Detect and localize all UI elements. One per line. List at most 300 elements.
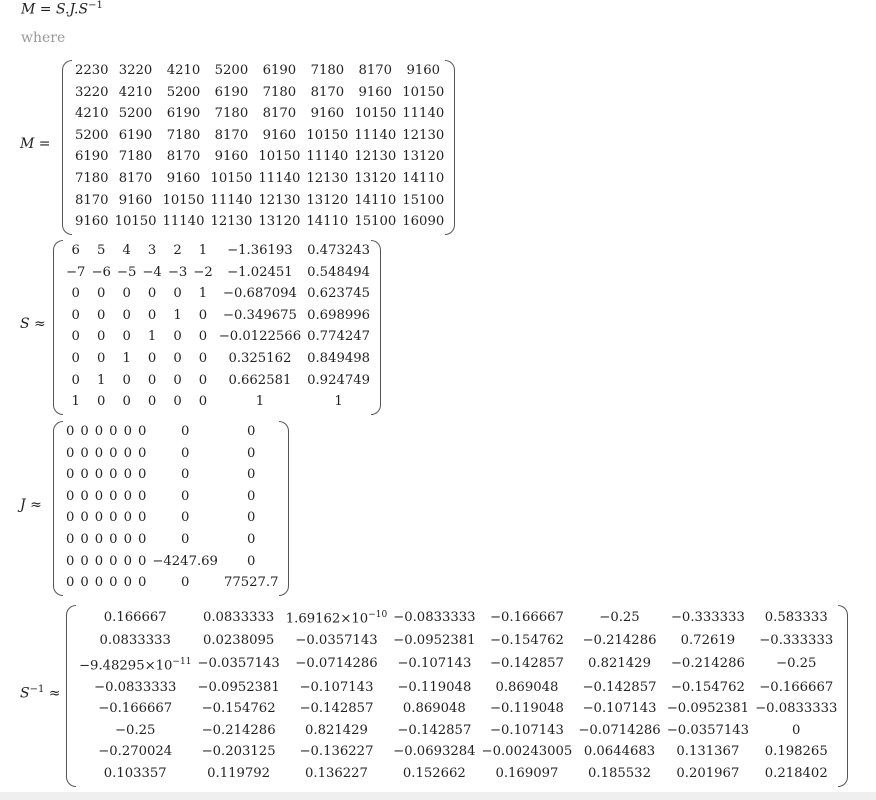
relation-symbol: ≈ [29, 315, 46, 332]
matrix-cell: 7180 [214, 106, 249, 122]
matrix-row [72, 103, 447, 125]
matrix-cell: −0.0952381 [393, 632, 476, 648]
matrix-cell: −0.25 [599, 609, 640, 625]
matrix-cell: 0 [173, 350, 182, 366]
matrix-row [63, 529, 281, 551]
matrix-cell: 14110 [402, 170, 445, 186]
matrix-cell: −0.142857 [299, 701, 374, 717]
matrix-cell: −0.0952381 [197, 679, 280, 695]
label-symbol: J [20, 496, 26, 513]
matrix-cell: 0 [66, 575, 75, 591]
matrix-cell: 1 [71, 394, 80, 410]
matrix-cell: −1.36193 [227, 243, 293, 258]
right-paren [838, 605, 848, 787]
matrix-cell: 0 [109, 424, 118, 439]
bottom-bar [0, 792, 876, 800]
matrix-row [63, 262, 373, 284]
matrix-cell: 5200 [166, 84, 201, 100]
matrix-cell: 8170 [75, 192, 109, 208]
matrix-cell: 9160 [214, 149, 249, 165]
matrix-cell: 0 [123, 488, 132, 504]
matrix-cell: 4210 [118, 84, 153, 100]
matrix-cell: 0 [180, 445, 190, 461]
right-paren [279, 421, 289, 596]
matrix-cell: 0 [96, 350, 106, 366]
matrix-cell: −0.0693284 [393, 744, 476, 760]
matrix-cell: 13120 [402, 149, 445, 165]
relation-symbol: = [34, 135, 51, 152]
matrix-cell: 8170 [262, 106, 297, 122]
matrix-row [76, 630, 840, 652]
matrix-cell: 15100 [402, 192, 445, 208]
matrix-cell: 11140 [210, 192, 253, 208]
matrix-cell: −0.119048 [489, 701, 564, 717]
matrix-cell: $1.69162\times 10^{-10}$ [285, 610, 388, 627]
matrix-cell: −0.107143 [489, 722, 564, 738]
matrix-cell: 0.869048 [402, 701, 466, 717]
matrix-cell: 0 [109, 510, 118, 526]
matrix-cell: −0.25 [115, 722, 156, 738]
matrix-cell: 13120 [354, 170, 397, 186]
matrix-cell: 10150 [402, 84, 445, 100]
matrix-cell: 1 [255, 394, 265, 410]
matrix-cell: 8170 [214, 127, 249, 143]
matrix-cell: 0.103357 [103, 765, 167, 781]
matrix-cell: 1 [96, 372, 106, 388]
matrix-cell: 0 [66, 510, 75, 526]
matrix-cell: 0 [180, 467, 190, 483]
matrix-cell: 12130 [210, 214, 253, 230]
matrix-cell: 7180 [118, 149, 153, 165]
matrix-cell: 6190 [75, 149, 109, 165]
matrix-cell: 0 [180, 531, 190, 547]
matrix-cell: 4210 [75, 106, 109, 122]
matrix-cell: 0 [247, 424, 256, 439]
matrix-cell: 0.662581 [228, 372, 292, 388]
matrix-cell: −0.166667 [98, 701, 173, 717]
matrix-cell: 0 [109, 445, 118, 461]
matrix-cell: 13120 [306, 192, 349, 208]
matrix-cell: −0.25 [776, 656, 817, 672]
matrix-cell: 0 [66, 445, 75, 461]
matrix-cell: −1.02451 [227, 264, 293, 280]
matrix-cell: −0.107143 [582, 701, 657, 717]
matrix-cell: 0 [137, 510, 147, 526]
matrix-cell: 10150 [114, 214, 157, 230]
matrix-cell: 0 [247, 488, 256, 504]
matrix-cell: 7180 [310, 63, 345, 78]
matrix-cell: 11140 [306, 149, 349, 165]
label-exponent: −1 [29, 684, 45, 695]
matrix-cell: 0 [71, 350, 80, 366]
matrix-cell: 6190 [118, 127, 153, 143]
matrix-cell: 0 [247, 510, 256, 526]
matrix-row [63, 283, 373, 305]
matrix-cell: 0 [94, 510, 104, 526]
relation-symbol: ≈ [25, 496, 42, 513]
matrix-row [63, 443, 281, 465]
matrix-cell: −4 [142, 264, 162, 280]
matrix-cell: 0 [71, 307, 80, 323]
matrix-cell: 0 [137, 553, 147, 569]
matrix-cell: 6190 [166, 106, 201, 122]
matrix-cell: 0.473243 [307, 243, 371, 258]
matrix-cell: 0 [180, 424, 190, 439]
matrix-cell: 1 [334, 394, 343, 410]
matrix-cell: 0 [247, 531, 256, 547]
matrix-cell: −0.119048 [397, 679, 472, 695]
matrix-cell: 77527.7 [223, 575, 279, 591]
matrix-cell: 0 [80, 575, 89, 591]
matrix-cell: 5 [96, 243, 106, 258]
matrix-cell: −0.349675 [222, 307, 297, 323]
matrix-cell: 0.201967 [676, 765, 740, 781]
matrix-row [63, 348, 373, 370]
matrix-cell: 0.152662 [402, 765, 466, 781]
matrix-cell: 0 [80, 531, 89, 547]
label-symbol: S [20, 685, 30, 702]
matrix-row [63, 572, 281, 594]
matrix-cell: 0 [96, 394, 106, 410]
matrix-row [72, 146, 447, 168]
matrix-cell: 0 [94, 575, 104, 591]
matrix-cell: 16090 [402, 214, 445, 230]
matrix-s [63, 240, 373, 413]
matrix-row [63, 421, 281, 443]
matrix-cell: −0.166667 [759, 679, 834, 695]
matrix-m [72, 60, 447, 233]
matrix-row [76, 698, 840, 720]
matrix-cell: 8170 [118, 170, 153, 186]
matrix-cell: 5200 [118, 106, 153, 122]
matrix-cell: 14110 [354, 192, 397, 208]
matrix-cell: 0.0833333 [99, 632, 171, 648]
matrix-cell: −6 [91, 264, 111, 280]
matrix-cell: 0 [80, 553, 89, 569]
matrix-cell: 0 [137, 467, 147, 483]
matrix-cell: 0 [247, 467, 256, 483]
matrix-label-s [20, 316, 46, 332]
matrix-cell: −0.166667 [489, 609, 564, 625]
matrix-cell: 0.166667 [103, 609, 167, 625]
matrix-cell: 1 [198, 286, 208, 302]
matrix-cell: 0.0833333 [202, 609, 275, 625]
matrix-cell: 0 [109, 488, 118, 504]
matrix-cell: 0 [71, 329, 80, 345]
matrix-cell: 0.185532 [588, 765, 651, 781]
matrix-cell: 0 [247, 553, 256, 569]
matrix-cell: −0.214286 [582, 632, 657, 648]
matrix-cell: 9160 [406, 63, 441, 78]
matrix-cell: 9160 [310, 106, 345, 122]
matrix-cell: −2 [193, 264, 213, 280]
matrix-cell: 0.218402 [764, 765, 828, 781]
matrix-cell: 0 [123, 553, 132, 569]
matrix-cell: 11140 [258, 170, 301, 186]
matrix-cell: 0 [147, 372, 157, 388]
matrix-cell: 0 [198, 394, 208, 410]
matrix-row [76, 741, 840, 763]
matrix-cell: 0 [71, 372, 80, 388]
matrix-cell: 0.131367 [676, 744, 740, 760]
matrix-cell: −0.203125 [201, 744, 276, 760]
formula-line [21, 0, 103, 18]
matrix-cell: 0.774247 [307, 329, 371, 345]
matrix-cell: 0 [80, 510, 89, 526]
matrix-cell: 0 [122, 307, 131, 323]
where-label: where [21, 30, 66, 46]
matrix-cell: 0 [123, 510, 132, 526]
matrix-cell: 6 [71, 243, 80, 258]
matrix-cell: 0.169097 [495, 765, 559, 781]
matrix-cell: 9160 [166, 170, 201, 186]
matrix-cell: −0.0357143 [295, 632, 378, 648]
matrix-cell: 0.623745 [307, 286, 371, 302]
matrix-cell: 0.136227 [305, 765, 368, 781]
matrix-cell: −0.0833333 [94, 679, 177, 695]
matrix-cell: 0 [180, 488, 190, 504]
matrix-cell: 12130 [258, 192, 301, 208]
matrix-row [63, 240, 373, 262]
matrix-row [63, 370, 373, 392]
matrix-cell: 2230 [75, 63, 109, 78]
matrix-cell: 0 [96, 307, 106, 323]
matrix-cell: 1 [198, 243, 208, 258]
matrix-cell: 0 [80, 424, 89, 439]
matrix-cell: 0 [94, 553, 104, 569]
matrix-cell: 8170 [310, 84, 345, 100]
matrix-cell: −0.154762 [201, 701, 276, 717]
matrix-cell: 8170 [358, 63, 393, 78]
matrix-row [63, 551, 281, 573]
matrix-cell: −0.333333 [759, 632, 834, 648]
matrix-cell: 12130 [402, 127, 445, 143]
matrix-cell: −0.214286 [201, 722, 276, 738]
matrix-cell: 0 [198, 350, 208, 366]
matrix-cell: 4 [122, 243, 131, 258]
matrix-cell: 0 [147, 286, 157, 302]
matrix-cell: −0.00243005 [481, 744, 573, 760]
matrix-cell: −0.142857 [582, 679, 657, 695]
matrix-cell: 0 [66, 488, 75, 504]
matrix-sinv [76, 605, 840, 785]
matrix-cell: 9160 [262, 127, 297, 143]
matrix-cell: 11140 [162, 214, 205, 230]
matrix-cell: 0.869048 [495, 679, 559, 695]
formula-text: M = S.J.S [21, 1, 89, 18]
matrix-cell: 0.0238095 [202, 632, 275, 648]
matrix-cell: 0 [173, 394, 182, 410]
matrix-label-m [20, 136, 51, 152]
matrix-cell: 0 [80, 467, 89, 483]
matrix-cell: 0 [122, 394, 131, 410]
matrix-cell: 8170 [166, 149, 201, 165]
matrix-cell: 0 [137, 488, 147, 504]
matrix-cell: 0 [109, 575, 118, 591]
matrix-cell: 0 [198, 372, 208, 388]
left-paren [66, 605, 76, 787]
label-symbol: M [20, 135, 35, 152]
matrix-cell: −0.136227 [299, 744, 374, 760]
matrix-cell: −0.154762 [489, 632, 564, 648]
matrix-cell: 0 [94, 531, 104, 547]
matrix-cell: 0.0644683 [583, 744, 656, 760]
matrix-cell: 0 [173, 286, 182, 302]
matrix-cell: 0 [94, 445, 104, 461]
matrix-cell: 0.72619 [680, 632, 736, 648]
matrix-row [63, 486, 281, 508]
matrix-cell: 0 [122, 286, 131, 302]
matrix-cell: 0 [173, 329, 182, 345]
matrix-cell: 0 [96, 329, 106, 345]
matrix-cell: 0 [173, 372, 182, 388]
matrix-cell: −0.0122566 [218, 329, 302, 345]
matrix-cell: 10150 [354, 106, 397, 122]
matrix-cell: 0 [109, 531, 118, 547]
matrix-row [72, 60, 447, 82]
matrix-row [63, 391, 373, 413]
matrix-cell: 0 [94, 424, 104, 439]
matrix-cell: 6190 [214, 84, 249, 100]
matrix-cell: 3 [147, 243, 157, 258]
matrix-cell: 7180 [75, 170, 109, 186]
matrix-cell: 5200 [75, 127, 109, 143]
matrix-cell: 0.325162 [228, 350, 292, 366]
matrix-cell: −0.0714286 [295, 656, 378, 672]
matrix-cell: 11140 [402, 106, 445, 122]
matrix-cell: 0 [71, 286, 80, 302]
matrix-cell: 0 [66, 531, 75, 547]
matrix-cell: 0 [137, 445, 147, 461]
matrix-cell: 1 [122, 350, 131, 366]
matrix-cell: 10150 [258, 149, 301, 165]
matrix-cell: 4210 [166, 63, 201, 78]
matrix-row [76, 652, 840, 677]
matrix-cell: 11140 [354, 127, 397, 143]
matrix-row [72, 82, 447, 104]
matrix-cell: −4247.69 [152, 553, 218, 569]
matrix-cell: −0.0952381 [666, 701, 750, 717]
matrix-cell: 0.119792 [207, 765, 271, 781]
matrix-cell: 9160 [75, 214, 109, 230]
matrix-cell: 10150 [306, 127, 349, 143]
matrix-cell: 0 [109, 467, 118, 483]
matrix-cell: 0.583333 [764, 609, 828, 625]
matrix-cell: 0 [123, 531, 132, 547]
matrix-j [63, 421, 281, 594]
matrix-label-sinv [20, 684, 61, 702]
matrix-cell: 0 [94, 467, 104, 483]
matrix-label-j [20, 497, 42, 513]
matrix-cell: 0 [123, 575, 132, 591]
matrix-cell: 0 [66, 424, 75, 439]
matrix-cell: 0 [122, 329, 131, 345]
matrix-cell: 0 [80, 445, 89, 461]
matrix-cell: 0.924749 [307, 372, 371, 388]
matrix-row [63, 305, 373, 327]
matrix-cell: 0 [137, 575, 147, 591]
matrix-row [72, 190, 447, 212]
matrix-cell: 0 [96, 286, 106, 302]
matrix-cell: −0.0357143 [666, 722, 750, 738]
matrix-cell: −0.107143 [299, 679, 374, 695]
matrix-cell: 0 [247, 445, 256, 461]
matrix-row [76, 763, 840, 785]
right-paren [371, 240, 381, 415]
left-paren [53, 240, 63, 415]
matrix-cell: 0 [66, 553, 75, 569]
matrix-row [63, 326, 373, 348]
matrix-cell: 0 [80, 488, 89, 504]
matrix-cell: 9160 [118, 192, 153, 208]
matrix-cell: 0 [123, 467, 132, 483]
matrix-row [76, 720, 840, 742]
matrix-cell: −0.142857 [397, 722, 472, 738]
matrix-cell: 0 [147, 307, 157, 323]
matrix-cell: 0.548494 [307, 264, 371, 280]
matrix-cell: 0 [137, 531, 147, 547]
matrix-row [63, 507, 281, 529]
matrix-cell: −7 [66, 264, 86, 280]
matrix-cell: 0 [137, 424, 147, 439]
matrix-cell: 9160 [358, 84, 393, 100]
matrix-cell: 3220 [75, 84, 109, 100]
matrix-cell: 0.821429 [588, 656, 651, 672]
matrix-cell: 10150 [162, 192, 205, 208]
matrix-cell: 0 [94, 488, 104, 504]
matrix-cell: −0.0357143 [197, 656, 280, 672]
matrix-cell: 0 [198, 329, 208, 345]
matrix-cell: 1 [173, 307, 182, 323]
matrix-cell: 12130 [306, 170, 349, 186]
matrix-cell: 6190 [262, 63, 297, 78]
matrix-cell: 0 [147, 394, 157, 410]
matrix-cell: 10150 [210, 170, 253, 186]
matrix-cell: 14110 [306, 214, 349, 230]
matrix-cell: −0.107143 [397, 656, 472, 672]
matrix-cell: 13120 [258, 214, 301, 230]
matrix-cell: 0 [147, 350, 157, 366]
matrix-cell: 7180 [262, 84, 297, 100]
matrix-cell: −0.142857 [489, 656, 564, 672]
matrix-cell: 12130 [354, 149, 397, 165]
matrix-cell: −0.154762 [670, 679, 745, 695]
matrix-cell: 0.198265 [764, 744, 828, 760]
matrix-cell: −0.214286 [670, 656, 745, 672]
matrix-cell: 7180 [166, 127, 201, 143]
matrix-cell: $-9.48295\times 10^{-11}$ [79, 656, 192, 673]
matrix-cell: 1 [147, 329, 157, 345]
matrix-row [76, 677, 840, 699]
matrix-cell: 0 [66, 467, 75, 483]
matrix-row [63, 464, 281, 486]
right-paren [445, 60, 455, 235]
matrix-cell: 0 [109, 553, 118, 569]
matrix-cell: 0 [123, 424, 132, 439]
matrix-cell: −3 [167, 264, 188, 280]
matrix-cell: −0.270024 [98, 744, 173, 760]
matrix-cell: −0.0833333 [393, 609, 476, 625]
matrix-cell: 0 [180, 510, 190, 526]
relation-symbol: ≈ [44, 685, 61, 702]
matrix-cell: 0 [122, 372, 131, 388]
matrix-cell: 5200 [214, 63, 249, 78]
matrix-row [72, 125, 447, 147]
matrix-row [72, 168, 447, 190]
matrix-cell: 0.821429 [305, 722, 368, 738]
left-paren [53, 421, 63, 596]
matrix-cell: −0.0833333 [755, 701, 838, 717]
